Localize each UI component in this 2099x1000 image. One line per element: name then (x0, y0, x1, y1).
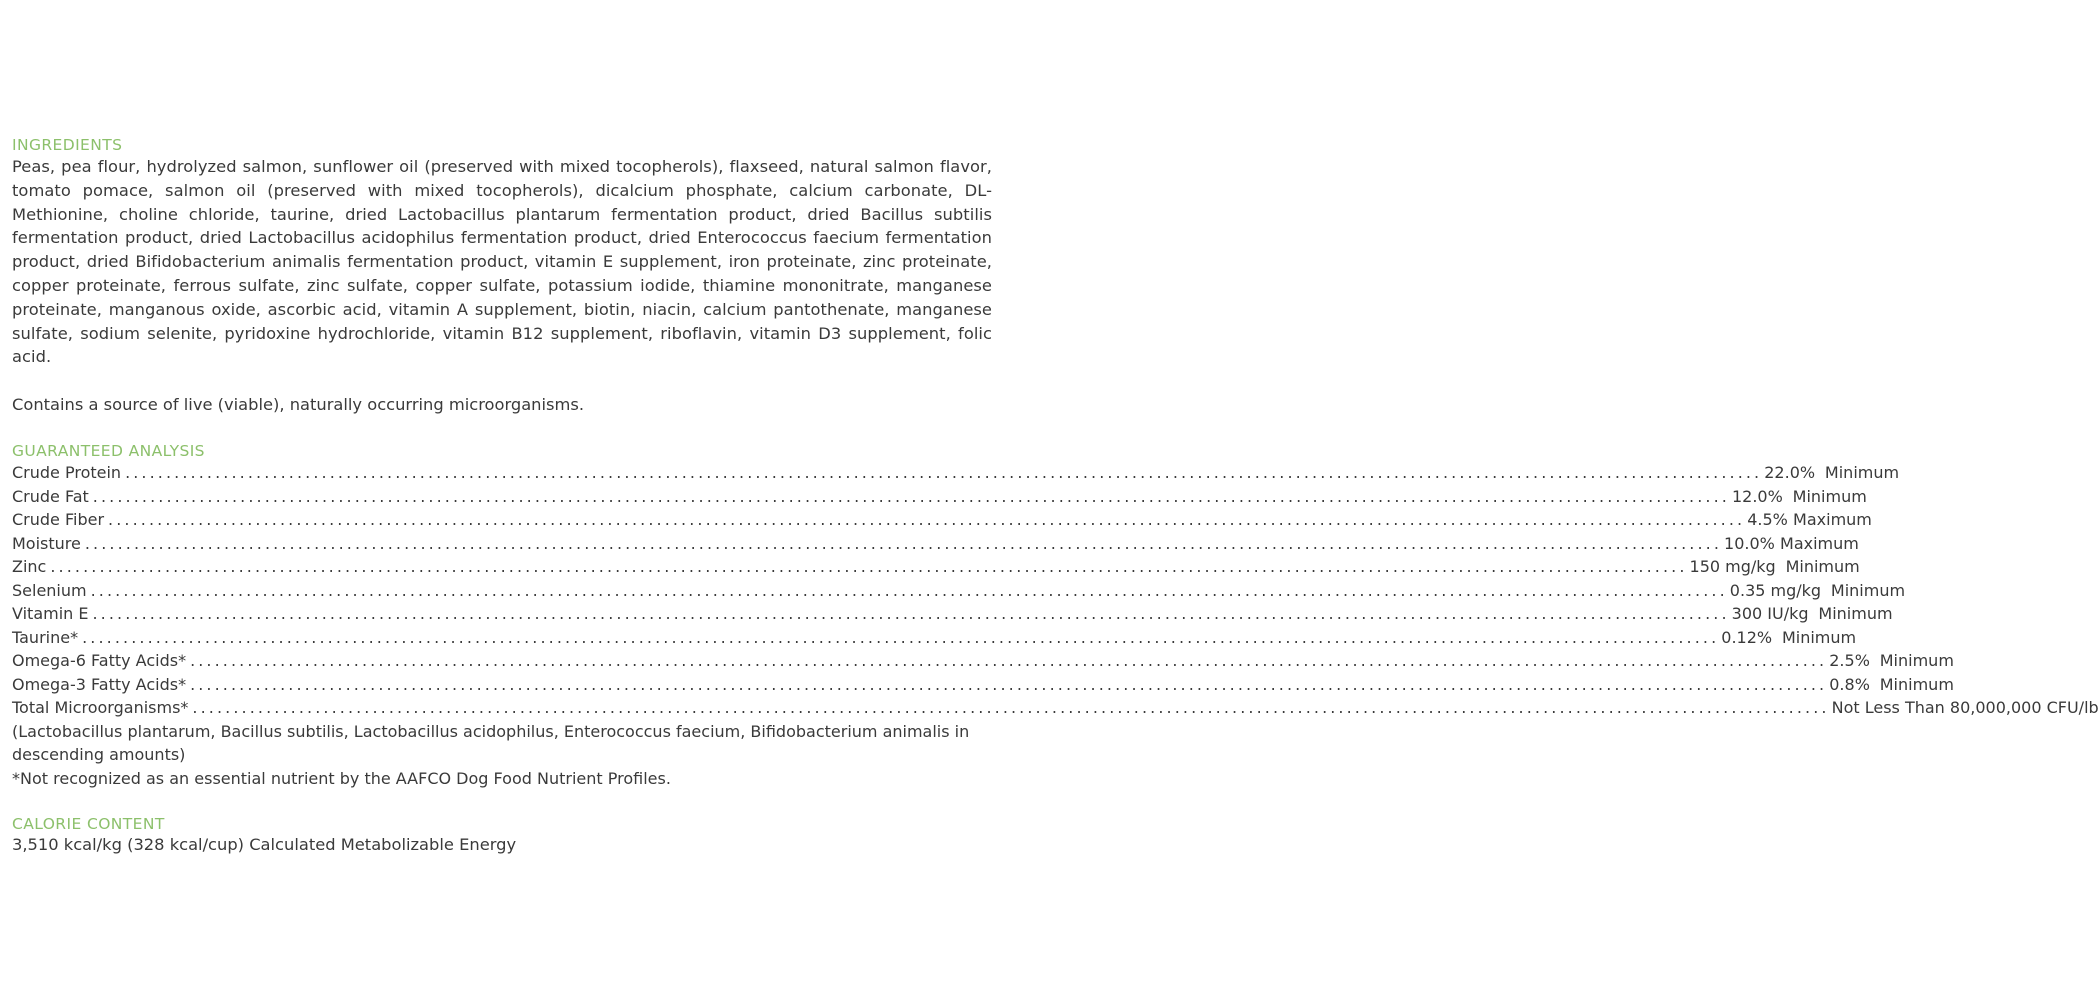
analysis-row-omega-3 (12, 673, 1954, 697)
analysis-name: Crude Protein (12, 463, 122, 483)
analysis-name: Zinc (12, 557, 47, 577)
analysis-value: 22.0% (1764, 463, 1816, 483)
analysis-basis: Minimum (1818, 604, 1893, 624)
guaranteed-analysis-heading: GUARANTEED ANALYSIS (12, 442, 205, 461)
analysis-name: Moisture (12, 533, 81, 553)
analysis-value: 12.0% (1731, 486, 1783, 506)
analysis-row-taurine (12, 626, 1857, 650)
dot-leader: ........................................................................................................................................................................................................ (84, 533, 1723, 553)
analysis-row-crude-protein (12, 461, 1900, 485)
analysis-basis: Minimum (1879, 674, 1954, 694)
analysis-value: 300 IU/kg (1731, 604, 1809, 624)
analysis-name: Taurine* (12, 627, 79, 647)
calorie-content-text: 3,510 kcal/kg (328 kcal/cup) Calculated Metabolizable Energy (12, 835, 517, 855)
analysis-basis: Maximum (1780, 533, 1859, 553)
analysis-basis: Minimum (1879, 651, 1954, 671)
aafco-footnote: *Not recognized as an essential nutrient by the AAFCO Dog Food Nutrient Profiles. (12, 768, 671, 788)
analysis-basis: Maximum (1793, 510, 1872, 530)
analysis-value: 0.8% (1829, 674, 1870, 694)
analysis-basis: Minimum (1830, 580, 1906, 600)
product-label (12, 135, 2099, 856)
analysis-value: 4.5% (1747, 510, 1788, 530)
analysis-row-selenium (12, 579, 1906, 603)
dot-leader: ........................................................................................................................................................................................................ (82, 627, 1720, 647)
ingredients-list: Peas, pea flour, hydrolyzed salmon, sunflower oil (preserved with mixed tocopherols), flaxseed, natural salmon flavor, tomato pomace, salmon oil (preserved with mixed tocopherols), dicalcium phosphate, calcium carbonate, DL-Methionine, choline chloride, taurine, dried Lactobacillus plantarum fermentation product, dried Bacillus subtilis fermentation product, dried Lactobacillus acidophilus fermentation product, dried Enterococcus faecium fermentation product, dried Bifidobacterium animalis fermentation product, vitamin E supplement, iron proteinate, zinc proteinate, copper proteinate, ferrous sulfate, zinc sulfate, copper sulfate, potassium iodide, thiamine mononitrate, manganese proteinate, manganous oxide, ascorbic acid, vitamin A supplement, biotin, niacin, calcium pantothenate, manganese sulfate, sodium selenite, pyridoxine hydrochloride, vitamin B12 supplement, riboflavin, vitamin D3 supplement, folic acid. (12, 157, 992, 367)
dot-leader: ........................................................................................................................................................................................................ (92, 604, 1730, 624)
analysis-basis: Minimum (1781, 627, 1857, 647)
analysis-value: 0.12% (1721, 627, 1773, 647)
analysis-value: 10.0% (1724, 533, 1775, 553)
analysis-value: Not Less Than 80,000,000 CFU/lb (1831, 698, 2099, 718)
analysis-row-total-microorganisms (12, 696, 2099, 720)
analysis-row-crude-fat (12, 485, 1867, 509)
analysis-row-omega-6 (12, 649, 1954, 673)
analysis-basis: Minimum (1785, 557, 1860, 577)
analysis-name: Crude Fat (12, 486, 89, 506)
microorganism-species-note: (Lactobacillus plantarum, Bacillus subtilis, Lactobacillus acidophilus, Enterococcus faecium, Bifidobacterium animalis in descending amounts) (12, 721, 970, 765)
live-microorganisms-note: Contains a source of live (viable), naturally occurring microorganisms. (12, 395, 585, 415)
dot-leader: ........................................................................................................................................................................................................ (125, 463, 1763, 483)
analysis-name: Omega-3 Fatty Acids* (12, 674, 187, 694)
analysis-row-crude-fiber (12, 508, 1872, 532)
analysis-value: 150 mg/kg (1689, 557, 1776, 577)
analysis-name: Vitamin E (12, 604, 89, 624)
calorie-content-heading: CALORIE CONTENT (12, 815, 165, 834)
analysis-value: 0.35 mg/kg (1729, 580, 1822, 600)
dot-leader: ........................................................................................................................................................................................................ (92, 486, 1730, 506)
guaranteed-analysis-table (12, 461, 2099, 720)
analysis-basis: Minimum (1792, 486, 1867, 506)
analysis-name: Total Microorganisms* (12, 698, 189, 718)
dot-leader: ........................................................................................................................................................................................................ (190, 674, 1828, 694)
analysis-name: Omega-6 Fatty Acids* (12, 651, 187, 671)
analysis-row-moisture (12, 532, 1859, 556)
dot-leader: ........................................................................................................................................................................................................ (90, 580, 1728, 600)
analysis-basis: Minimum (1824, 463, 1900, 483)
ingredients-heading: INGREDIENTS (12, 136, 123, 154)
dot-leader: ........................................................................................................................................................................................................ (50, 557, 1688, 577)
analysis-name: Selenium (12, 580, 87, 600)
dot-leader: ........................................................................................................................................................................................................ (190, 651, 1828, 671)
analysis-name: Crude Fiber (12, 510, 105, 530)
analysis-row-zinc (12, 555, 1860, 579)
dot-leader: ........................................................................................................................................................................................................ (108, 510, 1746, 530)
analysis-value: 2.5% (1829, 651, 1870, 671)
dot-leader: ........................................................................................................................................................................................................ (192, 698, 1830, 718)
analysis-row-vitamin-e (12, 602, 1893, 626)
